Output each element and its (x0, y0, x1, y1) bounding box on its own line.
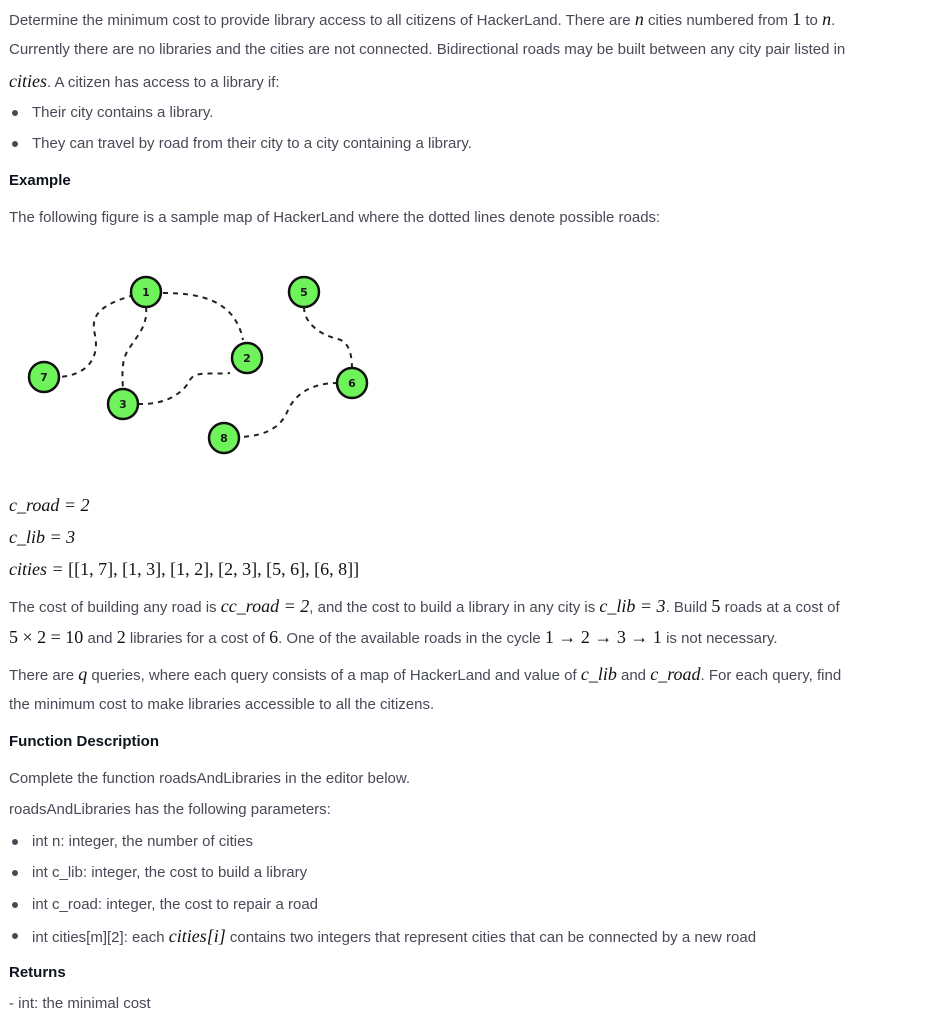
cities-equation (9, 559, 359, 581)
function-description-line-2: roadsAndLibraries has the following parameters: (9, 801, 331, 818)
math-cycle: 1 → 2 → 3 → 1 (544, 627, 662, 647)
intro-line-3 (9, 71, 280, 93)
intro-text: cities numbered from (643, 12, 793, 29)
intro-text: . (831, 12, 836, 29)
road-2-3 (138, 373, 230, 404)
bullet-dot (12, 839, 18, 845)
text: int cities[m][2]: each (32, 929, 169, 946)
text: The cost of building any road is (9, 599, 221, 616)
intro-line-1 (9, 9, 835, 31)
road-5-6 (304, 307, 352, 369)
cities-eq-lhs: cities = (9, 559, 69, 579)
cost-paragraph-line-1 (9, 596, 840, 618)
param-cities (32, 926, 756, 948)
math-five: 5 (711, 596, 721, 616)
intro-text: Determine the minimum cost to provide library access to all citizens of HackerLand. There are (9, 12, 635, 29)
hackerland-map-figure (20, 265, 380, 465)
figure-caption: The following figure is a sample map of HackerLand where the dotted lines denote possible roads: (9, 209, 661, 226)
text: . Build (665, 599, 712, 616)
math-clib: c_lib = 3 (599, 596, 666, 616)
math-cities: cities (9, 71, 47, 91)
math-one: 1 (792, 9, 802, 29)
math-two: 2 (116, 627, 126, 647)
bullet-dot (12, 110, 18, 116)
text: and (616, 667, 651, 684)
param-c-lib: int c_lib: integer, the cost to build a library (32, 864, 308, 881)
example-heading: Example (9, 172, 71, 189)
text: and (83, 630, 117, 647)
bullet-dot (12, 870, 18, 876)
intro-line-2: Currently there are no libraries and the cities are not connected. Bidirectional roads may be built between any city pair listed in (9, 41, 846, 58)
returns-heading: Returns (9, 964, 66, 981)
city-label-1: 1 (142, 286, 150, 299)
bullet-dot (12, 902, 18, 908)
math-expr: 5 × 2 = 10 (9, 627, 84, 647)
text: . For each query, find (700, 667, 842, 684)
intro-bullet-1: Their city contains a library. (32, 104, 214, 121)
c-road-equation: c_road = 2 (9, 495, 90, 515)
text: libraries for a cost of (125, 630, 270, 647)
text: There are (9, 667, 79, 684)
param-n: int n: integer, the number of cities (32, 833, 253, 850)
function-description-line-1: Complete the function roadsAndLibraries in the editor below. (9, 770, 411, 787)
city-label-7: 7 (40, 371, 48, 384)
param-c-road: int c_road: integer, the cost to repair a road (32, 896, 319, 913)
math-n: n (822, 9, 832, 29)
text: is not necessary. (661, 630, 778, 647)
text: . One of the available roads in the cycle (278, 630, 545, 647)
city-label-2: 2 (243, 352, 251, 365)
queries-line-2: the minimum cost to make libraries accessible to all the citizens. (9, 696, 435, 713)
math-clib: c_lib (580, 664, 617, 684)
city-nodes (29, 277, 367, 453)
function-description-heading: Function Description (9, 733, 159, 750)
intro-bullet-2: They can travel by road from their city to a city containing a library. (32, 135, 472, 152)
city-label-3: 3 (119, 398, 127, 411)
cost-paragraph-line-2 (9, 627, 778, 649)
math-six: 6 (269, 627, 279, 647)
text: queries, where each query consists of a map of HackerLand and value of (87, 667, 581, 684)
math-n: n (634, 9, 644, 29)
city-label-6: 6 (348, 377, 356, 390)
queries-line-1 (9, 664, 841, 686)
intro-text: . A citizen has access to a library if: (47, 74, 280, 91)
cities-eq-rhs: [[1, 7], [1, 3], [1, 2], [2, 3], [5, 6], [6, 8]] (68, 559, 360, 579)
returns-text: - int: the minimal cost (9, 995, 151, 1012)
city-label-5: 5 (300, 286, 308, 299)
math-q: q (78, 664, 88, 684)
math-croad: c_road (650, 664, 701, 684)
intro-text: to (801, 12, 823, 29)
road-6-8 (242, 383, 338, 437)
text: contains two integers that represent cities that can be connected by a new road (225, 929, 757, 946)
city-label-8: 8 (220, 432, 228, 445)
math-croad: cc_road = 2 (220, 596, 310, 616)
text: roads at a cost of (720, 599, 840, 616)
bullet-dot (12, 141, 18, 147)
road-1-2 (163, 293, 243, 340)
math-cities-i: cities[i] (168, 926, 226, 946)
road-1-3 (122, 307, 146, 393)
c-lib-equation: c_lib = 3 (9, 527, 76, 547)
text: , and the cost to build a library in any city is (309, 599, 600, 616)
bullet-dot (12, 933, 18, 939)
